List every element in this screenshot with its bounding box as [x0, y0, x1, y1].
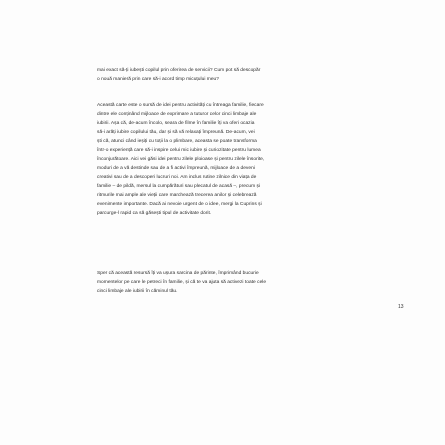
- intro-line: mai exact să-ți iubești copilul prin oferirea de servicii? Cum pot să descopăr: [97, 68, 261, 73]
- body-line: ști că, atunci când ieșiți cu toții la o plimbare, aceasta se poate transforma: [97, 139, 257, 145]
- closing-line: cinci limbaje ale iubirii în căminul tău.: [97, 289, 178, 295]
- body-line: moduri de a vă destinde sau de a fi activi împreună, mijloace de a deveni: [97, 166, 255, 172]
- body-line: într-o experiență care să-i inspire celui mic iubire și curiozitate pentru lumea: [97, 148, 261, 154]
- body-line: creativi sau de a descoperi lucruri noi. Am inclus rutine zilnice din viața de: [97, 175, 257, 181]
- closing-line: Sper că această resursă îți va ușura sarcina de părinte, împrimând bucurie: [97, 271, 259, 276]
- body-line: înconjurătoare. Aici vei găsi idei pentru zilele ploioase și pentru zilele însorite,: [97, 157, 265, 163]
- body-line: Această carte este o sursă de idei pentru activități cu întreaga familie, fiecare: [97, 103, 264, 108]
- intro-paragraph: [97, 66, 365, 84]
- body-paragraph: [97, 101, 365, 218]
- closing-line: momentelor pe care le petreci în familie, și că te va ajuta să activezi toate cele: [97, 280, 267, 286]
- body-line: familie – de pildă, mersul la cumpărături sau plecatul de acasă –, precum și: [97, 184, 261, 190]
- closing-paragraph: [97, 269, 365, 296]
- body-line: să-i arăți iubire copilului tău, dar și să vă relaxați împreună. De-acum, vei: [97, 130, 255, 136]
- body-line: evenimente importante. Dacă ai nevoie urgent de o idee, mergi la Cuprins și: [97, 202, 262, 208]
- body-line: parcurge-l rapid ca să găsești tipul de activitate dorit.: [97, 211, 212, 217]
- body-line: dintre ele conținând mijloace de exprimare a tuturor celor cinci limbaje ale: [97, 112, 257, 118]
- intro-line: o nouă manieră prin care să-i acord timp micuțului meu?: [97, 77, 219, 83]
- body-line: iubirii. Așa că, de-acum încolo, seara de filme în familie îți va oferi ocazia: [97, 121, 255, 127]
- body-line: ritmurile mai ample ale vieții care marchează trecerea anilor și celebrează: [97, 193, 257, 199]
- page-number: 13: [398, 304, 404, 310]
